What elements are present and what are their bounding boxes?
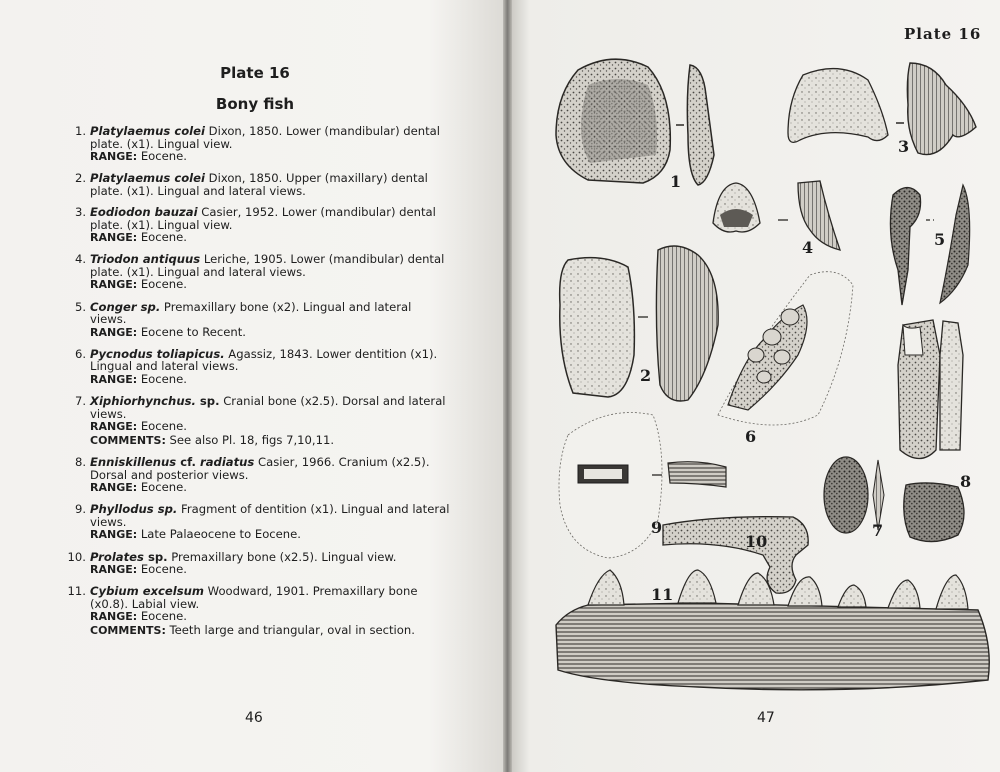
range-label: RANGE: (90, 231, 138, 245)
species-entry-7 (62, 395, 450, 447)
range-label: RANGE: (90, 610, 138, 624)
species-name: Cybium excelsum (90, 584, 204, 599)
entry-description: Casier, 1966. Cranium (x2.5). Dorsal and posterior views. (90, 454, 430, 482)
range-label: RANGE: (90, 481, 138, 495)
species-entry-2 (62, 172, 450, 197)
figure-label-10: 10 (745, 532, 768, 551)
species-qualifier: cf. (176, 454, 200, 469)
fossil-figure-10 (663, 517, 808, 594)
species-name: Platylaemus colei (90, 171, 205, 186)
figure-label-4: 4 (802, 238, 814, 257)
figure-label-9: 9 (651, 518, 663, 537)
entry-description: Cranial bone (x2.5). Dorsal and lateral views. (90, 394, 446, 421)
book-gutter (503, 0, 512, 772)
range-value: Eocene. (137, 372, 187, 386)
range-value: Eocene. (137, 562, 187, 577)
range-value: Eocene to Recent. (137, 324, 246, 339)
entry-number: 5. (74, 299, 86, 314)
figure-label-2: 2 (640, 366, 652, 385)
range-value: Eocene. (137, 230, 187, 245)
entry-description: Agassiz, 1843. Lower dentition (x1). Lingual and lateral views. (90, 346, 438, 374)
species-name: Triodon antiquus (90, 252, 201, 267)
species-qualifier: sp. (143, 549, 168, 564)
range-label: RANGE: (90, 420, 138, 434)
species-name: Phyllodus sp. (90, 502, 178, 517)
species-name: Enniskillenus (90, 454, 177, 469)
entry-number: 10. (67, 549, 86, 564)
range-label: RANGE: (90, 528, 138, 542)
species-qualifier: sp. (195, 394, 220, 409)
range-label: RANGE: (90, 325, 138, 339)
figure-label-11: 11 (651, 585, 674, 604)
figure-label-3: 3 (898, 137, 910, 156)
species-entry-11 (62, 585, 450, 637)
fossil-plate-illustration (548, 55, 996, 705)
entry-description: Premaxillary bone (x2.5). Lingual view. (167, 549, 397, 564)
fossil-figure-4 (713, 181, 840, 250)
range-value: Eocene. (137, 277, 187, 292)
entry-number: 4. (74, 252, 86, 267)
comments-value: Teeth large and triangular, oval in section. (165, 623, 415, 637)
range-value: Eocene. (137, 480, 187, 495)
entry-description: Casier, 1952. Lower (mandibular) dental plate. (x1). Lingual view. (90, 204, 436, 232)
species-name: Prolates (90, 549, 144, 564)
entry-description: Premaxillary bone (x2). Lingual and lateral views. (90, 299, 412, 327)
species-entry-9 (62, 503, 450, 542)
section-title: Bony fish (215, 95, 295, 113)
fossil-figure-1 (556, 59, 714, 185)
range-value: Eocene. (137, 149, 187, 164)
entry-number: 9. (74, 502, 86, 517)
species-name-2: radiatus (199, 454, 255, 469)
fossil-figure-8 (898, 320, 964, 542)
range-label: RANGE: (90, 278, 138, 292)
comments-value: See also Pl. 18, figs 7,10,11. (165, 432, 335, 447)
comments-label: COMMENTS: (90, 624, 166, 637)
comments-label: COMMENTS: (90, 433, 166, 447)
range-value: Eocene. (137, 609, 187, 624)
species-entry-5 (62, 301, 450, 340)
page-number-left: 46 (245, 710, 263, 726)
entry-number: 2. (74, 171, 86, 186)
figure-label-5: 5 (934, 230, 946, 249)
species-entry-8 (62, 456, 450, 495)
species-entry-3 (62, 206, 450, 245)
plate-title-right: Plate 16 (904, 25, 982, 43)
entry-description: Fragment of dentition (x1). Lingual and lateral views. (90, 502, 450, 529)
entry-number: 6. (74, 346, 86, 361)
species-name: Conger sp. (90, 299, 161, 314)
range-label: RANGE: (90, 150, 138, 164)
figure-label-7: 7 (872, 521, 884, 540)
entry-number: 11. (67, 584, 86, 599)
range-value: Eocene. (137, 419, 187, 434)
species-entry-1 (62, 125, 450, 164)
figure-label-8: 8 (960, 472, 972, 491)
range-label: RANGE: (90, 373, 138, 386)
species-entry-6 (62, 348, 450, 387)
species-name: Platylaemus colei (90, 124, 205, 138)
range-label: RANGE: (90, 563, 138, 577)
species-name: Pycnodus toliapicus. (90, 346, 225, 361)
species-entry-4 (62, 253, 450, 292)
species-entry-10 (62, 551, 450, 577)
fossil-figure-3 (788, 63, 976, 155)
entry-description: Dixon, 1850. Lower (mandibular) dental plate. (x1). Lingual view. (90, 124, 440, 151)
entry-description: Leriche, 1905. Lower (mandibular) dental plate. (x1). Lingual and lateral views. (90, 252, 445, 279)
fossil-figure-6 (718, 272, 853, 425)
entry-description: Dixon, 1850. Upper (maxillary) dental plate. (x1). Lingual and lateral views. (90, 171, 428, 198)
entry-number: 7. (74, 394, 86, 409)
plate-title: Plate 16 (220, 64, 290, 82)
species-list (62, 125, 450, 646)
species-name: Xiphiorhynchus. (90, 394, 196, 409)
fossil-figure-5 (890, 185, 969, 305)
entry-number: 8. (74, 454, 86, 469)
entry-number: 3. (74, 204, 86, 219)
fossil-figure-2 (560, 246, 719, 401)
figure-label-6: 6 (745, 427, 757, 446)
entry-number: 1. (74, 124, 86, 138)
figure-label-1: 1 (670, 172, 682, 191)
page-number-right: 47 (757, 710, 775, 726)
range-value: Late Palaeocene to Eocene. (137, 527, 301, 542)
entry-description: Woodward, 1901. Premaxillary bone (x0.8). Labial view. (90, 584, 418, 611)
species-name: Eodiodon bauzai (90, 204, 198, 219)
